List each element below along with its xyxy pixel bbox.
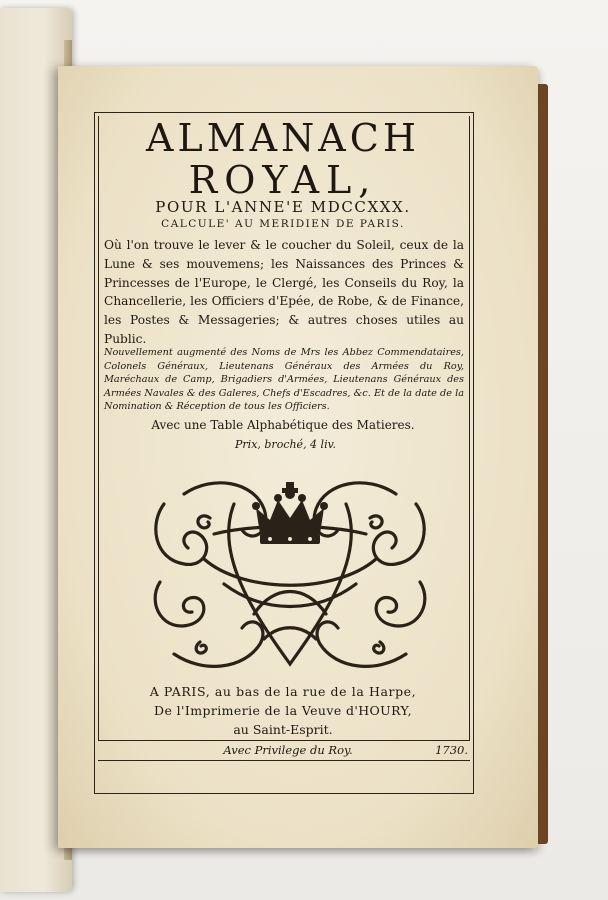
price-line: Prix, broché, 4 liv. xyxy=(235,438,336,451)
imprint-sign-line: au Saint-Esprit. xyxy=(233,722,333,737)
footer-rule-bottom xyxy=(98,760,470,761)
publication-year: 1730. xyxy=(435,743,468,757)
imprint-city-line: A PARIS, au bas de la rue de la Harpe, xyxy=(149,684,417,699)
augmented-note: Nouvellement augmenté des Noms de Mrs les Abbez Commendataires, Colonels Généraux, Lieutenans Généraux des Armées du Roy, Maréchaux de Camp, Brigadiers d'Armées, Lieutenans Généraux des Armées Navales & des Galeres, Chefs d'Escadres, &c. Et de la date de la Nomination & Réception de tous les Officiers. xyxy=(104,347,464,413)
imprint-printer-line: De l'Imprimerie de la Veuve d'HOURY, xyxy=(154,703,412,718)
year-line: POUR L'ANNE'E MDCCXXX. xyxy=(155,198,411,216)
contents-description: Où l'on trouve le lever & le coucher du Soleil, ceux de la Lune & ses mouvemens; les Naissances des Princes & Princesses de l'Europe, le Clergé, les Conseils du Roy, la Chancellerie, les Officiers d'Epée, de Robe, & de Finance, les Postes & Messageries; & autres choses utiles au Public. xyxy=(104,238,464,346)
table-of-matters-line: Avec une Table Alphabétique des Matieres. xyxy=(151,418,415,432)
footer-rule-top xyxy=(98,740,470,741)
book-title: ALMANACH xyxy=(146,116,420,160)
privilege-line: Avec Privilege du Roy. xyxy=(223,743,353,757)
title-page xyxy=(58,66,538,848)
meridian-line: CALCULE' AU MERIDIEN DE PARIS. xyxy=(161,218,405,230)
crown-monogram-ornament-icon xyxy=(144,464,436,684)
book-subtitle: ROYAL, xyxy=(188,158,378,202)
